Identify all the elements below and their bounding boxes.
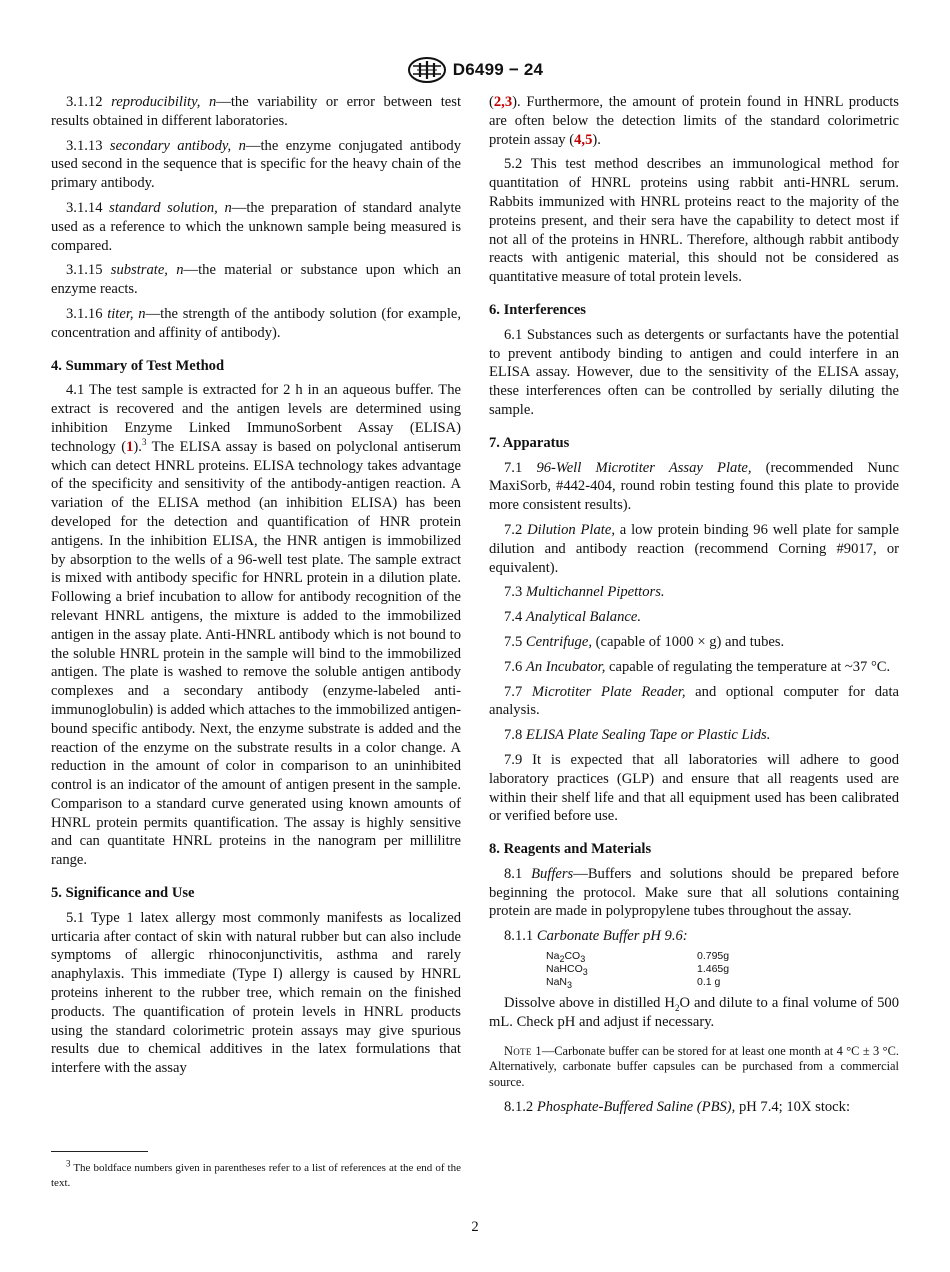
- astm-logo-icon: [407, 57, 447, 83]
- section-7-heading: 7. Apparatus: [489, 434, 570, 451]
- reference-link-2[interactable]: 2: [493, 94, 502, 110]
- paragraph-8-1: 8.1 Buffers—Buffers and solutions should be prepared before beginning the protocol. Make sure that all solutions containing protein are made in polypropylene tubes throughout the assay.: [489, 865, 899, 920]
- paragraph-7-6: 7.6 An Incubator, capable of regulating the temperature at ~37 °C.: [504, 658, 891, 675]
- page-number: 2: [471, 1219, 479, 1235]
- section-5-heading: 5. Significance and Use: [51, 885, 195, 902]
- chemical-name: NaN$_3$: [546, 976, 573, 991]
- definition-3-1-15: 3.1.15 substrate, n—the material or substance upon which an enzyme reacts.: [51, 262, 462, 298]
- paragraph-7-4: 7.4 Analytical Balance.: [504, 609, 641, 626]
- definition-3-1-13: 3.1.13 secondary antibody, n—the enzyme conjugated antibody used second in the sequence that is specific for the heavy chain of the primary antibody.: [51, 137, 461, 192]
- paragraph-4-1: 4.1 The test sample is extracted for 2 h in an aqueous buffer. The extract is recovered and the antigen levels are determined using inhibition Enzyme Linked ImmunoSorbent Assay (ELISA) technology (1).$^3$ The ELISA assay is based on polyclonal antiserum which can detect HNRL proteins. ELISA technology takes advantage of the specificity and sensitivity of the antibody-antigen reaction. A variation of the ELISA method (an inhibition ELISA) has been developed for the detection and quantification of HNR protein antigens. In the inhibition ELISA, the HNR antigen is immobilized by absorption to the wells of a 96-well test plate. The sample extract is mixed with antibody specific for HNRL protein in a dilution plate. Following a brief incubation to allow for antibody recognition of the relevant HNRL antigens, the mixture is added to the immobilized antigen in the assay plate. Anti-HNRL antibody which is not bound to the soluble HNRL protein in the sample will bind to the immobilized antigen. The plate is washed to remove the soluble antigen antibody complexes and a secondary antibody (enzyme-labeled anti-immunoglobulin) is added which attaches to the immobilized antigen-bound specific antibody. Next, the enzyme substrate is added and the reaction of the enzyme on the substrate results in a color change. A reduction in the amount of color in comparison to an uninhibited control is an indicator of the amount of antigen present in the sample. Comparison to a standard curve generated using known amounts of HNRL protein permits quantification. The assay is highly sensitive and can quantitate HNRL proteins in the nanogram per millilitre range.: [51, 382, 462, 869]
- left-column: [51, 93, 461, 1084]
- page-header: [0, 56, 950, 84]
- chemical-amount: 0.795g: [697, 950, 730, 963]
- section-8-heading: 8. Reagents and Materials: [489, 841, 652, 858]
- chemical-name: $Na_2CO_3$: [546, 950, 586, 965]
- reference-link-3[interactable]: 3: [504, 94, 513, 110]
- chemical-name: NaHCO$_3$: [546, 963, 588, 978]
- reference-link-4[interactable]: 4: [574, 131, 582, 148]
- definition-3-1-12: 3.1.12 reproducibility, n—the variability or error between test results obtained in different laboratories.: [51, 94, 461, 129]
- footnote-divider: [51, 1151, 148, 1152]
- reference-link-1[interactable]: 1: [126, 438, 134, 455]
- table-row: [546, 963, 729, 976]
- paragraph-7-5: 7.5 Centrifuge, (capable of 1000 × g) and tubes.: [504, 633, 785, 650]
- section-6-heading: 6. Interferences: [489, 301, 586, 318]
- definition-3-1-16: 3.1.16 titer, n—the strength of the antibody solution (for example, concentration and affinity of antibody).: [51, 305, 461, 341]
- paragraph-7-8: 7.8 ELISA Plate Sealing Tape or Plastic Lids.: [504, 727, 771, 744]
- right-column: [489, 93, 899, 1123]
- paragraph-5-2: 5.2 This test method describes an immunological method for quantitation of HNRL proteins using rabbit anti-HNRL serum. Rabbits immunized with HNRL proteins react to the majority of the proteins present, and their sera have the capability to detect most if not all of the proteins in HNRL. Therefore, although rabbit antibody reacts with antigenic material, this should not be considered as quantitative measure of total protein levels.: [489, 156, 899, 286]
- paragraph-5-1-continued: (2,3). Furthermore, the amount of protein found in HNRL products are often below the detection limits of the standard colorimetric protein assay (4,5).: [489, 94, 899, 148]
- table-row: [546, 950, 729, 963]
- note-label: Note 1: [504, 1043, 542, 1058]
- paragraph-8-1-1: 8.1.1 Carbonate Buffer pH 9.6:: [504, 928, 688, 945]
- paragraph-6-1: 6.1 Substances such as detergents or surfactants have the potential to prevent antibody binding to antigen and could interfere in an ELISA assay. However, due to the sensitivity of the ELISA assay, these interferences often can be controlled by serially diluting the sample.: [489, 326, 899, 418]
- paragraph-7-9: 7.9 It is expected that all laboratories will adhere to good laboratory practices (GLP) and ensure that all reagents used are within their shelf life and that all equipment used has been calibrated or verified before use.: [489, 751, 899, 825]
- paragraph-5-1: 5.1 Type 1 latex allergy most commonly manifests as localized urticaria after contact of skin with natural rubber but can also include symptoms of allergic rhinoconjunctivitis, asthma and rarely anaphylaxis. This immediate (Type I) allergy is caused by HNRL proteins inherent to the rubber tree, which remain on the finished products. The quantification of protein levels in HNRL products using the standard colorimetric protein assays may give spurious results due to chemical additives in the latex formulations that interfere with the assay: [51, 909, 461, 1077]
- document-designation: D6499 − 24: [452, 60, 544, 79]
- paragraph-7-3: 7.3 Multichannel Pipettors.: [504, 584, 665, 601]
- chemical-amount: 1.465g: [697, 963, 730, 976]
- chemical-amount: 0.1 g: [697, 976, 721, 989]
- table-row: [546, 976, 729, 989]
- paragraph-8-1-2: 8.1.2 Phosphate-Buffered Saline (PBS), pH 7.4; 10X stock:: [504, 1099, 851, 1116]
- paragraph-7-7: 7.7 Microtiter Plate Reader, and optional computer for data analysis.: [489, 683, 899, 719]
- footnote-3: $^3$ The boldface numbers given in parentheses refer to a list of references at the end of the text.: [51, 1158, 461, 1189]
- definition-3-1-14: 3.1.14 standard solution, n—the preparation of standard analyte used as a reference to which the unknown sample being measured is compared.: [51, 199, 461, 254]
- paragraph-7-2: 7.2 Dilution Plate, a low protein binding 96 well plate for sample dilution and antibody reaction (recommend Corning #9017, or equivalent).: [489, 521, 899, 576]
- reference-link-5[interactable]: 5: [585, 131, 593, 148]
- section-4-heading: 4. Summary of Test Method: [51, 357, 225, 374]
- paragraph-7-1: 7.1 96-Well Microtiter Assay Plate, (recommended Nunc MaxiSorb, #442-404, round robin testing found this plate to provide more consistent results).: [489, 459, 899, 514]
- dissolve-instruction: Dissolve above in distilled $H_2O$ and dilute to a final volume of 500 mL. Check pH and adjust if necessary.: [489, 995, 899, 1030]
- note-1: Note 1—Carbonate buffer can be stored for at least one month at 4 °C ± 3 °C. Alternatively, carbonate buffer capsules can be purchased from a commercial source.: [489, 1043, 899, 1089]
- footnote-marker-3: 3: [141, 436, 147, 447]
- carbonate-buffer-table: [546, 950, 729, 989]
